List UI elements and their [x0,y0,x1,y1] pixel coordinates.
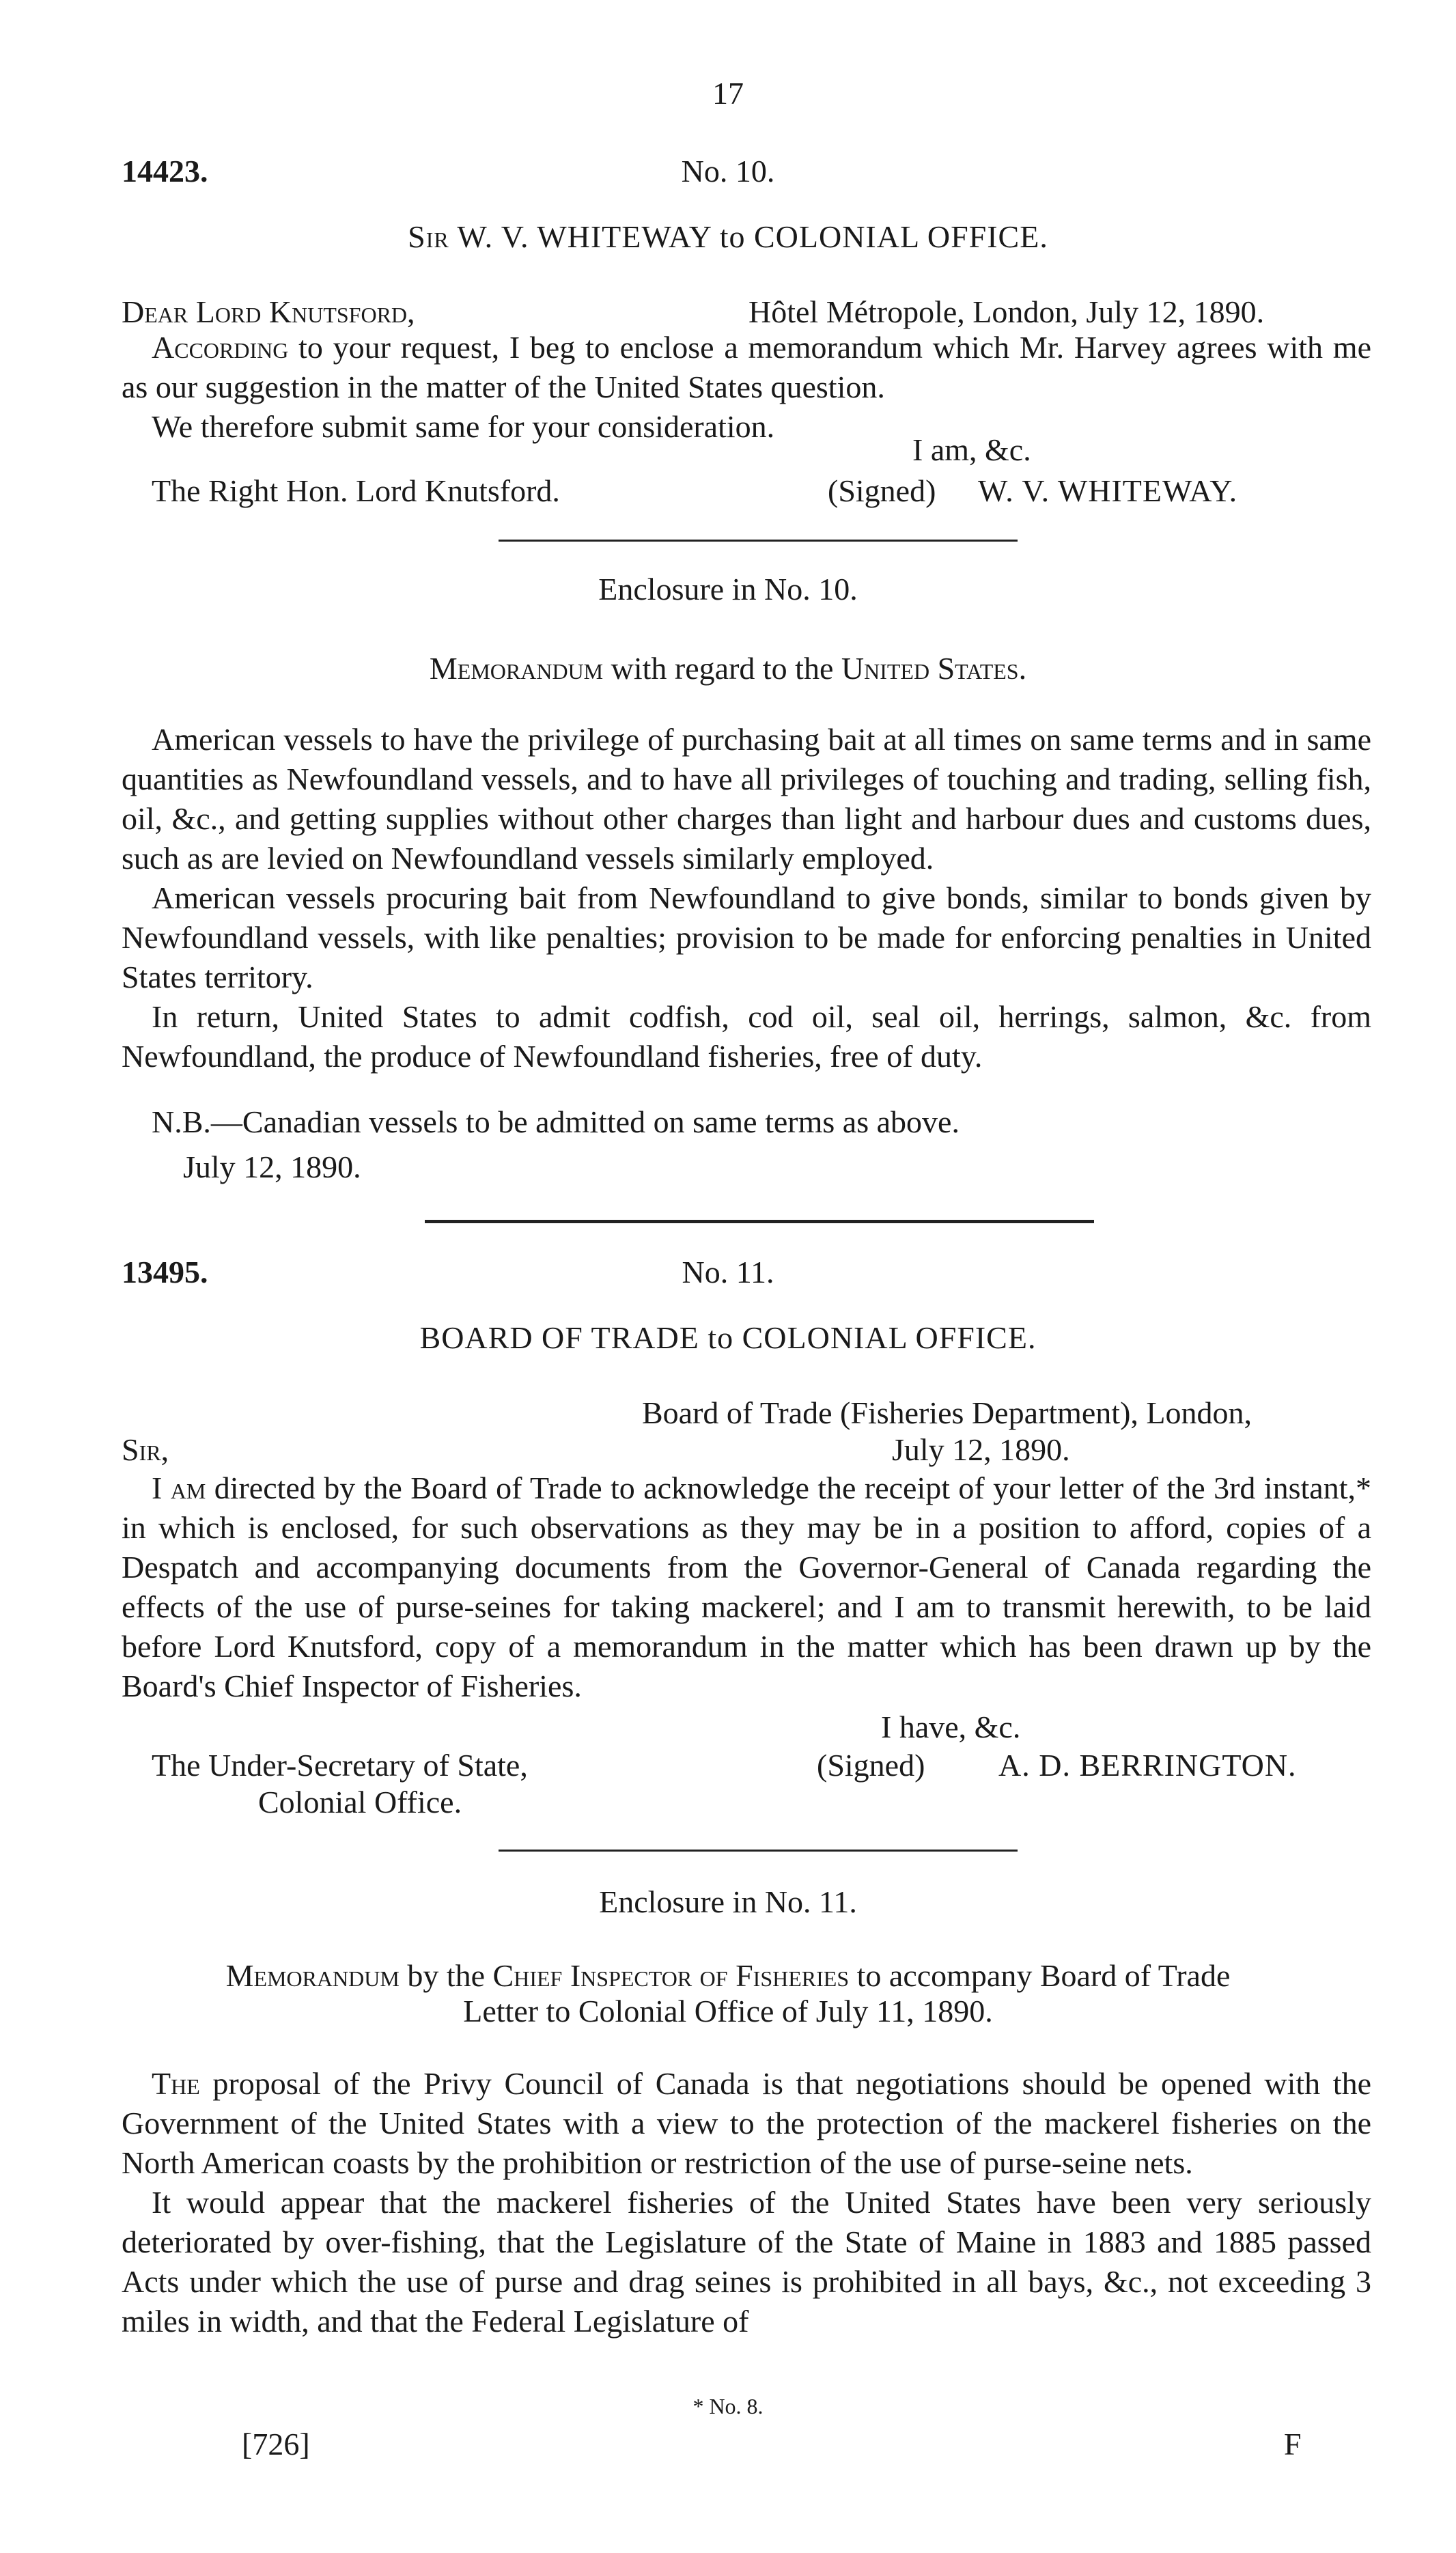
letter-11-address-1: Board of Trade (Fisheries Department), London, [642,1395,1252,1430]
divider [499,1850,1018,1852]
memo-lead: Memorandum [429,651,604,686]
memo-by: by the [399,1958,493,1993]
letter-11-addressee-1: The Under-Secretary of State, [152,1748,528,1783]
letter-10-place-date: Hôtel Métropole, London, July 12, 1890. [748,294,1265,329]
letter-10-body [122,328,1371,447]
letter-11-number: No. 11. [682,1255,774,1289]
memo-lead: Memorandum [225,1958,400,1993]
letter-10-addressee: The Right Hon. Lord Knutsford. [152,473,560,508]
memo-mid: with regard to the [603,651,841,686]
enclosure-10-title: Enclosure in No. 10. [598,572,858,606]
letter-11-addressee-2: Colonial Office. [258,1785,462,1819]
letter-10-body-lead: According [152,330,289,365]
letter-10-closing: I am, &c. [912,432,1031,467]
letter-10-signed: (Signed) [828,473,936,508]
enclosure-11-memo-heading [0,1956,1456,1996]
letter-10-reference: 14423. [122,154,208,189]
enclosure-10-body [122,720,1371,1076]
letter-11-reference: 13495. [122,1255,208,1289]
letter-10-salutation: Dear Lord Knutsford, [122,294,415,329]
memo-rest: to accompany Board of Trade [849,1958,1231,1993]
enclosure-11-title: Enclosure in No. 11. [599,1884,857,1919]
footnote: * No. 8. [692,2394,764,2418]
enclosure-10-para-1: American vessels to have the privilege of purchasing bait at all times on same terms and in same quantities as Newfoundland vessels, and to have all privileges of touching and trading, selling fish, oil, &c., and getting supplies without other charges than light and harbour dues and customs dues, such as are levied on Newfoundland vessels similarly employed. [122,722,1371,876]
letter-10-signatory: W. V. WHITEWAY. [978,473,1238,508]
enclosure-11-para-1: proposal of the Privy Council of Canada is that negotiations should be opened with the Government of the United States with a view to the protection of the mackerel fisheries on the North American coasts by the prohibition or restriction of the use of purse-seine nets. [122,2066,1371,2180]
enclosure-10-memo-heading [0,649,1456,688]
enclosure-11-memo-line-2: Letter to Colonial Office of July 11, 1890. [463,1994,993,2028]
para-lead: The [152,2066,200,2101]
enclosure-10-date: July 12, 1890. [183,1149,361,1184]
memo-author: Chief Inspector of Fisheries [492,1958,850,1993]
signature-mark: F [1284,2427,1302,2461]
letter-11-body [122,1468,1371,1706]
letter-11-heading: BOARD OF TRADE to COLONIAL OFFICE. [419,1320,1037,1355]
letter-11-signatory: A. D. BERRINGTON. [998,1748,1297,1783]
enclosure-10-para-2: American vessels procuring bait from Newfoundland to give bonds, similar to bonds given by Newfoundland vessels, with like penalties; provision to be made for enforcing penalties in United States territory. [122,880,1371,994]
enclosure-10-para-3: In return, United States to admit codfish, cod oil, seal oil, herrings, salmon, &c. from Newfoundland, the produce of Newfoundland fisheries, free of duty. [122,999,1371,1074]
letter-11-body-text: directed by the Board of Trade to acknowledge the receipt of your letter of the 3rd instant,* in which is enclosed, for such observations as they may be in a position to afford, copies of a Despatch and accompanying documents from the Governor-General of Canada regarding the effects of the use of purse-seines for taking mackerel; and I am to transmit herewith, to be laid before Lord Knutsford, copy of a memorandum in the matter which has been drawn up by the Board's Chief Inspector of Fisheries. [122,1470,1371,1703]
section-divider [425,1220,1094,1223]
letter-10-heading-rest: W. V. WHITEWAY to COLONIAL OFFICE. [449,219,1048,254]
letter-11-signed: (Signed) [817,1748,925,1783]
letter-10-heading-prefix: Sir [408,219,449,254]
letter-10-heading [0,217,1456,257]
page-number: 17 [712,76,744,111]
enclosure-11-para-2: It would appear that the mackerel fisheries of the United States have been very seriously deteriorated by over-fishing, that the Legislature of the State of Maine in 1883 and 1885 passed Acts under which the use of purse and drag seines is prohibited in all bays, &c., not exceeding 3 miles in width, and that the Federal Legislature of [122,2185,1371,2339]
print-reference: [726] [242,2427,310,2461]
letter-11-salutation: Sir, [122,1432,169,1467]
letter-10-body-2: We therefore submit same for your consideration. [152,409,775,444]
letter-10-number: No. 10. [681,154,775,189]
letter-10-body-text: to your request, I beg to enclose a memorandum which Mr. Harvey agrees with me as our suggestion in the matter of the United States question. [122,330,1371,404]
letter-11-closing: I have, &c. [881,1710,1021,1744]
letter-11-body-lead: I am [152,1470,206,1505]
enclosure-10-nb: N.B.—Canadian vessels to be admitted on same terms as above. [152,1104,960,1139]
letter-11-address-2: July 12, 1890. [892,1432,1070,1467]
enclosure-11-body [122,2064,1371,2341]
divider [499,540,1018,542]
memo-subject: United States. [841,651,1027,686]
